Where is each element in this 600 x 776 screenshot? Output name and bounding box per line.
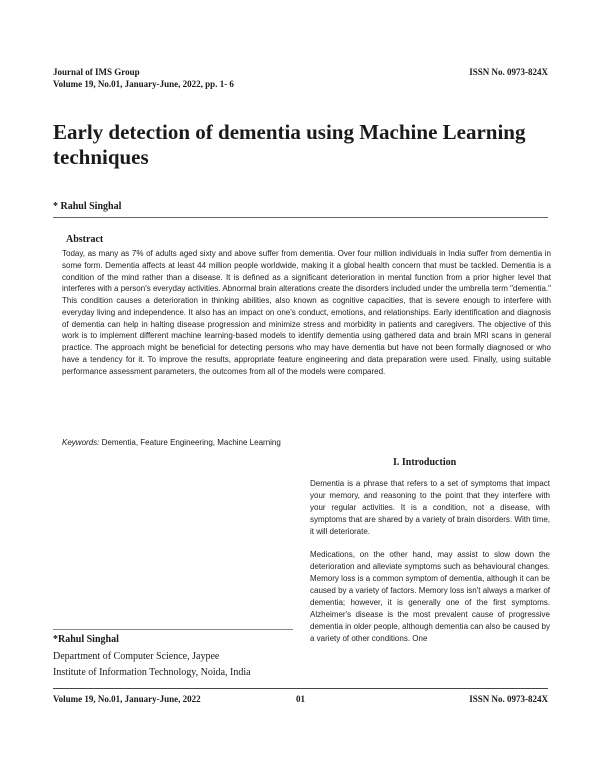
footer-volume: Volume 19, No.01, January-June, 2022	[53, 694, 201, 704]
abstract-heading: Abstract	[66, 234, 104, 245]
introduction-paragraph-1: Dementia is a phrase that refers to a set of symptoms that impact your memory, and reasoning to the point that they interfere with your regular activities. It is a condition, not a disease, with symptoms that are shared by a variety of brain disorders. With time, it will deteriorate.	[310, 479, 550, 536]
affiliation-line-2: Institute of Information Technology, Noida, India	[53, 667, 251, 678]
journal-name: Journal of IMS Group	[53, 67, 140, 77]
affiliation-line-1: Department of Computer Science, Jaypee	[53, 651, 220, 662]
introduction-text	[310, 478, 550, 656]
keywords-values: Dementia, Feature Engineering, Machine Learning	[101, 438, 281, 447]
abstract-paragraph: Today, as many as 7% of adults aged sixty and above suffer from dementia. Over four million individuals in India suffer from dementia in some form. Dementia affects at least 44 million people worldwide, making it a global health concern that must be tackled. Dementia is a condition of the mind rather than a disease. It is defined as a significant deterioration in mental function from a prior higher level that interferes with a person's everyday activities. Abnormal brain alterations create the disorders included under the umbrella term "dementia." This condition causes a deterioration in thinking abilities, also known as cognitive capacities, that is severe enough to interfere with everyday living and independence. It also has an impact on one's conduct, emotions, and relationships. Early identification and diagnosis of dementia can help in halting disease progression and minimize stress and morbidity in patients and caregivers. The objective of this work is to implement different machine learning-based models to identify dementia using gathered data and brain MRI scans in general practice. The approach might be beneficial for detecting persons who may have dementia but have not been formally diagnosed or who have a tendency for it. To improve the results, appropriate feature engineering and data preparation were used. Finally, using suitable performance assessment parameters, the outcomes from all of the models were compared.	[62, 249, 551, 376]
author-name: * Rahul Singhal	[53, 201, 122, 212]
footer-divider	[53, 688, 548, 689]
issn-header: ISSN No. 0973-824X	[469, 67, 548, 77]
footer-issn: ISSN No. 0973-824X	[469, 694, 548, 704]
volume-line: Volume 19, No.01, January-June, 2022, pp. 1- 6	[53, 79, 234, 89]
keywords-label: Keywords:	[62, 438, 100, 447]
introduction-heading: I. Introduction	[393, 457, 457, 468]
introduction-paragraph-2: Medications, on the other hand, may assist to slow down the deterioration and alleviate symptoms such as behavioural changes. Memory loss is a common symptom of dementia, although it can be caused by a variety of factors. Memory loss isn't always a marker of dementia; however, it is generally one of the first symptoms. Alzheimer's disease is the most prevalent cause of progressive dementia in older people, although dementia can also be caused by a variety of other conditions. One	[310, 550, 550, 643]
author-divider	[53, 217, 548, 218]
keywords	[62, 438, 281, 447]
paper-title: Early detection of dementia using Machine Learning techniques	[53, 120, 526, 169]
footnote-divider	[53, 629, 293, 630]
abstract-text	[62, 248, 551, 377]
affiliation-author: *Rahul Singhal	[53, 634, 119, 645]
page-number: 01	[296, 694, 305, 704]
